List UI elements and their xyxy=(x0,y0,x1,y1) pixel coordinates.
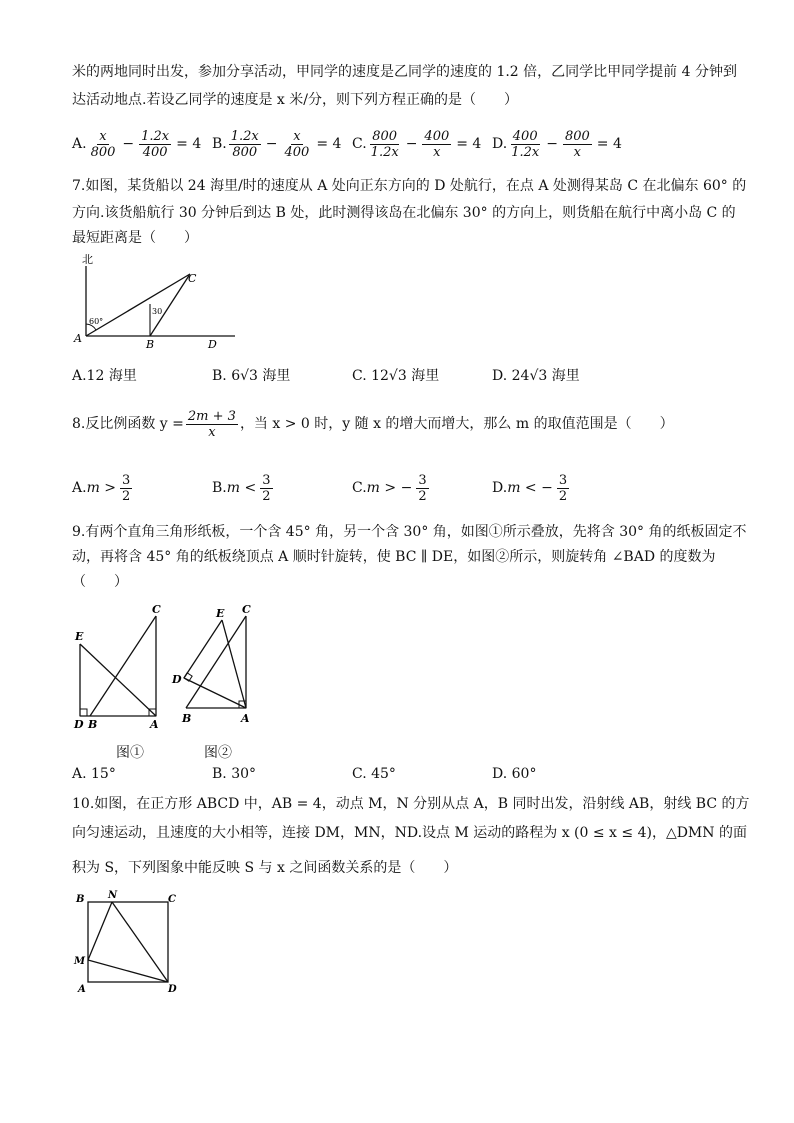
q8-suffix: ，当 x > 0 时，y 随 x 的增大而增大，那么 m 的取值范围是（ ） xyxy=(239,416,674,432)
fig1-point-a: A xyxy=(150,718,159,730)
point-c-label: C xyxy=(168,894,176,905)
option-label: B. xyxy=(212,136,227,152)
q8-options xyxy=(72,468,722,508)
q7-text-line-2: 方向.该货船航行 30 分钟后到达 B 处，此时测得该岛在北偏东 30° 的方向上，则货船在航行中离小岛 C 的 xyxy=(72,205,736,221)
fraction: $\frac{800}{1.2x}$ xyxy=(370,128,399,160)
minus-sign: − xyxy=(405,136,418,152)
q6-options xyxy=(72,126,722,162)
equals-value: = 4 xyxy=(456,136,482,152)
point-b-label: B xyxy=(146,338,155,351)
equals-value: = 4 xyxy=(176,136,202,152)
q9-text-line-3: （ ） xyxy=(72,574,128,590)
fig1-point-d: D xyxy=(74,718,84,730)
q8-option-b[interactable]: B. m < $\frac{3}{2}$ xyxy=(212,472,271,504)
q8-option-d[interactable]: D. m < − $\frac{3}{2}$ xyxy=(492,472,568,504)
q6-text-line-2: 达活动地点.若设乙同学的速度是 x 米/分，则下列方程正确的是（ ） xyxy=(72,92,518,108)
fraction: $\frac{400}{x}$ xyxy=(424,128,450,160)
q9-figure-1 xyxy=(70,600,170,730)
fig1-point-e: E xyxy=(75,630,84,643)
fraction: $\frac{1.2x}{800}$ xyxy=(230,128,259,160)
q8-option-a[interactable]: A. m > $\frac{3}{2}$ xyxy=(72,472,131,504)
point-c-label: C xyxy=(188,272,197,285)
q8-fraction: $\frac{2m + 3}{x}$ xyxy=(187,408,236,440)
segment-md xyxy=(88,960,168,982)
fig2-point-a: A xyxy=(241,712,250,725)
q8-prefix: 8.反比例函数 y = xyxy=(72,416,184,432)
angle-30-label: 30 xyxy=(152,307,163,316)
fraction: $\frac{400}{1.2x}$ xyxy=(511,128,540,160)
q7-option-b[interactable]: B. 6√3 海里 xyxy=(212,368,291,384)
q10-text-line-3: 积为 S，下列图象中能反映 S 与 x 之间函数关系的是（ ） xyxy=(72,860,458,876)
q10-text-line-2: 向匀速运动，且速度的大小相等，连接 DM，MN，ND.设点 M 运动的路程为 x (0 ≤ x ≤ 4)，△DMN 的面 xyxy=(72,825,747,841)
line-ac xyxy=(86,274,190,336)
q6-option-c[interactable] xyxy=(352,126,484,162)
square-abcd xyxy=(88,902,168,982)
q10-text-line-1: 10.如图，在正方形 ABCD 中，AB = 4，动点 M，N 分别从点 A，B 同时出发，沿射线 AB，射线 BC 的方 xyxy=(72,796,750,812)
fig2-caption: 图② xyxy=(204,745,232,761)
q6-option-d[interactable] xyxy=(492,126,625,162)
point-d-label: D xyxy=(208,338,217,351)
q6-option-b[interactable] xyxy=(212,126,344,162)
q7-option-a[interactable]: A.12 海里 xyxy=(72,368,137,384)
option-label: A. xyxy=(72,136,87,152)
fig2-point-c: C xyxy=(242,603,251,616)
point-m-label: M xyxy=(74,956,86,967)
q7-text-line-3: 最短距离是（ ） xyxy=(72,230,198,246)
q7-option-d[interactable]: D. 24√3 海里 xyxy=(492,368,580,384)
fig2-point-d: D xyxy=(172,673,182,686)
fig1-caption: 图① xyxy=(116,745,144,761)
point-d-label: D xyxy=(168,984,177,995)
segment-mn xyxy=(88,902,112,960)
fraction: $\frac{800}{x}$ xyxy=(564,128,590,160)
point-n-label: N xyxy=(108,890,118,901)
q7-text-line-1: 7.如图，某货船以 24 海里/时的速度从 A 处向正东方向的 D 处航行，在点 A 处测得某岛 C 在北偏东 60° 的 xyxy=(72,178,747,194)
q8-option-c[interactable]: C. m > − $\frac{3}{2}$ xyxy=(352,472,427,504)
angle-60-label: 60° xyxy=(89,317,104,326)
q7-option-c[interactable]: C. 12√3 海里 xyxy=(352,368,440,384)
point-a-label: A xyxy=(78,984,86,995)
fig1-point-c: C xyxy=(152,603,161,616)
q10-figure xyxy=(70,888,190,998)
q9-option-b[interactable]: B. 30° xyxy=(212,766,257,782)
q9-figure-2 xyxy=(168,600,268,730)
minus-sign: − xyxy=(122,136,135,152)
fig2-point-b: B xyxy=(182,712,192,725)
fraction: $\frac{x}{800}$ xyxy=(90,128,116,160)
fraction: $\frac{3}{2}$ xyxy=(418,472,427,504)
point-b-label: B xyxy=(76,894,85,905)
line-bc xyxy=(150,274,190,336)
minus-sign: − xyxy=(265,136,278,152)
fraction: $\frac{x}{400}$ xyxy=(284,128,310,160)
point-a-label: A xyxy=(74,332,82,345)
fraction: $\frac{1.2x}{400}$ xyxy=(141,128,170,160)
q9-option-d[interactable]: D. 60° xyxy=(492,766,537,782)
q6-option-a[interactable] xyxy=(72,126,204,162)
equals-value: = 4 xyxy=(596,136,622,152)
equals-value: = 4 xyxy=(316,136,342,152)
minus-sign: − xyxy=(546,136,558,152)
option-label: D. xyxy=(492,136,508,152)
fig2-point-e: E xyxy=(216,607,225,620)
q9-text-line-1: 9.有两个直角三角形纸板，一个含 45° 角，另一个含 30° 角，如图①所示叠放，先将含 30° 角的纸板固定不 xyxy=(72,524,747,540)
q9-text-line-2: 动，再将含 45° 角的纸板绕顶点 A 顺时针旋转，使 BC ∥ DE，如图②所示，则旋转角 ∠BAD 的度数为 xyxy=(72,549,716,565)
q8-stem xyxy=(72,404,674,444)
q6-text-line-1: 米的两地同时出发，参加分享活动，甲同学的速度是乙同学的速度的 1.2 倍，乙同学比甲同学提前 4 分钟到 xyxy=(72,64,737,80)
q7-figure xyxy=(70,252,240,352)
q9-option-a[interactable]: A. 15° xyxy=(72,766,116,782)
fraction: $\frac{3}{2}$ xyxy=(558,472,568,504)
option-label: C. xyxy=(352,136,367,152)
fig1-point-b: B xyxy=(88,718,98,730)
segment-nd xyxy=(112,902,168,982)
fraction: $\frac{3}{2}$ xyxy=(122,472,131,504)
q9-option-c[interactable]: C. 45° xyxy=(352,766,396,782)
north-label: 北 xyxy=(82,253,93,266)
fraction: $\frac{3}{2}$ xyxy=(262,472,271,504)
